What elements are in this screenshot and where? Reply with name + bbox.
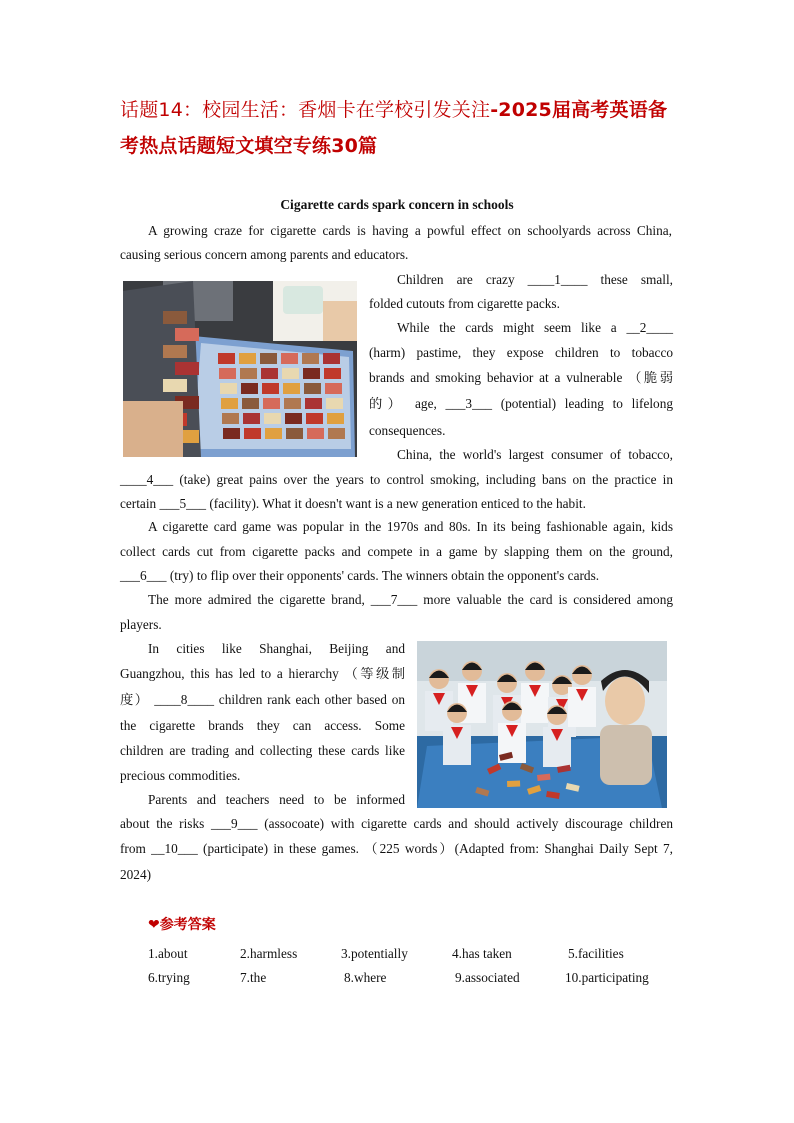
answer-item: 9.associated	[455, 970, 520, 985]
card-tile	[243, 413, 260, 424]
answer-item: 3.potentially	[341, 946, 408, 961]
article-line: (harm) pastime, they expose children to tobacco	[369, 345, 673, 360]
article-line: precious commodities.	[120, 768, 241, 783]
card-tile	[304, 383, 321, 394]
card-tile	[163, 345, 187, 358]
card-tile	[281, 353, 298, 364]
answer-item: 10.participating	[565, 970, 649, 985]
article-line: brands and smoking behavior at a vulnerable （脆弱	[369, 370, 673, 385]
article-line: collect cards cut from cigarette packs and compete in a game by slapping them on the ground,	[120, 544, 673, 559]
article-line: ____4___ (take) great pains over the years to control smoking, including bans on the practice in	[120, 472, 673, 487]
article-line: A growing craze for cigarette cards is having a powful effect on schoolyards across China,	[148, 223, 672, 238]
answer-key-heading	[148, 914, 216, 934]
article-line: China, the world's largest consumer of tobacco,	[397, 447, 673, 462]
card-tile	[223, 428, 240, 439]
card-tile	[263, 398, 280, 409]
card-tile	[327, 413, 344, 424]
card-tile	[163, 311, 187, 324]
article-line: causing serious concern among parents and educators.	[120, 247, 409, 262]
article-line: certain ___5___ (facility). What it doesn't want is a new generation enticed to the habit.	[120, 496, 586, 511]
card-tile	[175, 362, 199, 375]
article-line: about the risks ___9___ (assocoate) with cigarette cards and should actively discourage children	[120, 816, 673, 831]
answer-item: 2.harmless	[240, 946, 298, 961]
article-line: A cigarette card game was popular in the 1970s and 80s. In its being fashionable again, kids	[148, 519, 673, 534]
card-tile	[307, 428, 324, 439]
article-line: 的） age, ___3___ (potential) leading to lifelong	[369, 396, 673, 411]
card-tile	[240, 368, 257, 379]
article-line: Children are crazy ____1____ these small,	[397, 272, 673, 287]
card-tile	[324, 368, 341, 379]
answer-item: 8.where	[344, 970, 387, 985]
answer-item: 5.facilities	[568, 946, 624, 961]
article-line: Parents and teachers need to be informed	[148, 792, 405, 807]
card-tile	[222, 413, 239, 424]
card-tile	[241, 383, 258, 394]
card-tile	[220, 383, 237, 394]
card-tile	[284, 398, 301, 409]
page-title	[120, 92, 680, 164]
classroom-cigarette-card-photo	[417, 641, 667, 808]
answer-item: 6.trying	[148, 970, 190, 985]
card-tile	[303, 368, 320, 379]
card-tile	[323, 353, 340, 364]
card-tile	[286, 428, 303, 439]
card-tile	[325, 383, 342, 394]
card-tile	[282, 368, 299, 379]
card-tile	[219, 368, 236, 379]
card-tile	[175, 328, 199, 341]
card-tile	[328, 428, 345, 439]
card-tile	[244, 428, 261, 439]
title-suffix: -2025届高考英语备	[490, 99, 668, 121]
article-line: The more admired the cigarette brand, ___7___ more valuable the card is considered among	[148, 592, 673, 607]
card-tile	[265, 428, 282, 439]
article-line: folded cutouts from cigarette packs.	[369, 296, 560, 311]
card-tile	[264, 413, 281, 424]
title-line-2: 考热点话题短文填空专练30篇	[120, 135, 378, 157]
article-line: ___6___ (try) to flip over their opponents' cards. The winners obtain the opponent's cards.	[120, 568, 600, 583]
card-tile	[283, 383, 300, 394]
heart-icon: ❤	[148, 917, 160, 933]
answer-key-label: 参考答案	[159, 917, 216, 933]
article-line: the cigarette brands they can access. Some	[120, 718, 405, 733]
article-line: 2024)	[120, 867, 152, 882]
article-line: children are trading and collecting these cards like	[120, 743, 405, 758]
card-tile	[242, 398, 259, 409]
article-line: Guangzhou, this has led to a hierarchy （等级制	[120, 666, 405, 681]
article-line: from __10___ (participate) in these games. （225 words）(Adapted from: Shanghai Daily Sept 7,	[120, 841, 673, 856]
article-line: 度） ____8____ children rank each other based on	[120, 692, 405, 707]
card-tile	[507, 781, 520, 787]
card-tile	[261, 368, 278, 379]
answer-item: 7.the	[240, 970, 267, 985]
article-heading: Cigarette cards spark concern in schools	[280, 197, 514, 212]
title-prefix: 话题14：校园生活：香烟卡在学校引发关注	[120, 99, 491, 121]
card-tile	[260, 353, 277, 364]
article-line: In cities like Shanghai, Beijing and	[148, 641, 405, 656]
card-tile	[221, 398, 238, 409]
card-tile	[163, 379, 187, 392]
answer-item: 1.about	[148, 946, 188, 961]
card-tile	[305, 398, 322, 409]
card-tile	[285, 413, 302, 424]
cigarette-card-album-photo	[123, 281, 357, 457]
card-tile	[302, 353, 319, 364]
article-line: players.	[120, 617, 162, 632]
card-tile	[239, 353, 256, 364]
article-line: While the cards might seem like a __2____	[397, 320, 673, 335]
answer-item: 4.has taken	[452, 946, 512, 961]
card-tile	[262, 383, 279, 394]
card-tile	[218, 353, 235, 364]
article-line: consequences.	[369, 423, 446, 438]
card-tile	[306, 413, 323, 424]
card-tile	[326, 398, 343, 409]
